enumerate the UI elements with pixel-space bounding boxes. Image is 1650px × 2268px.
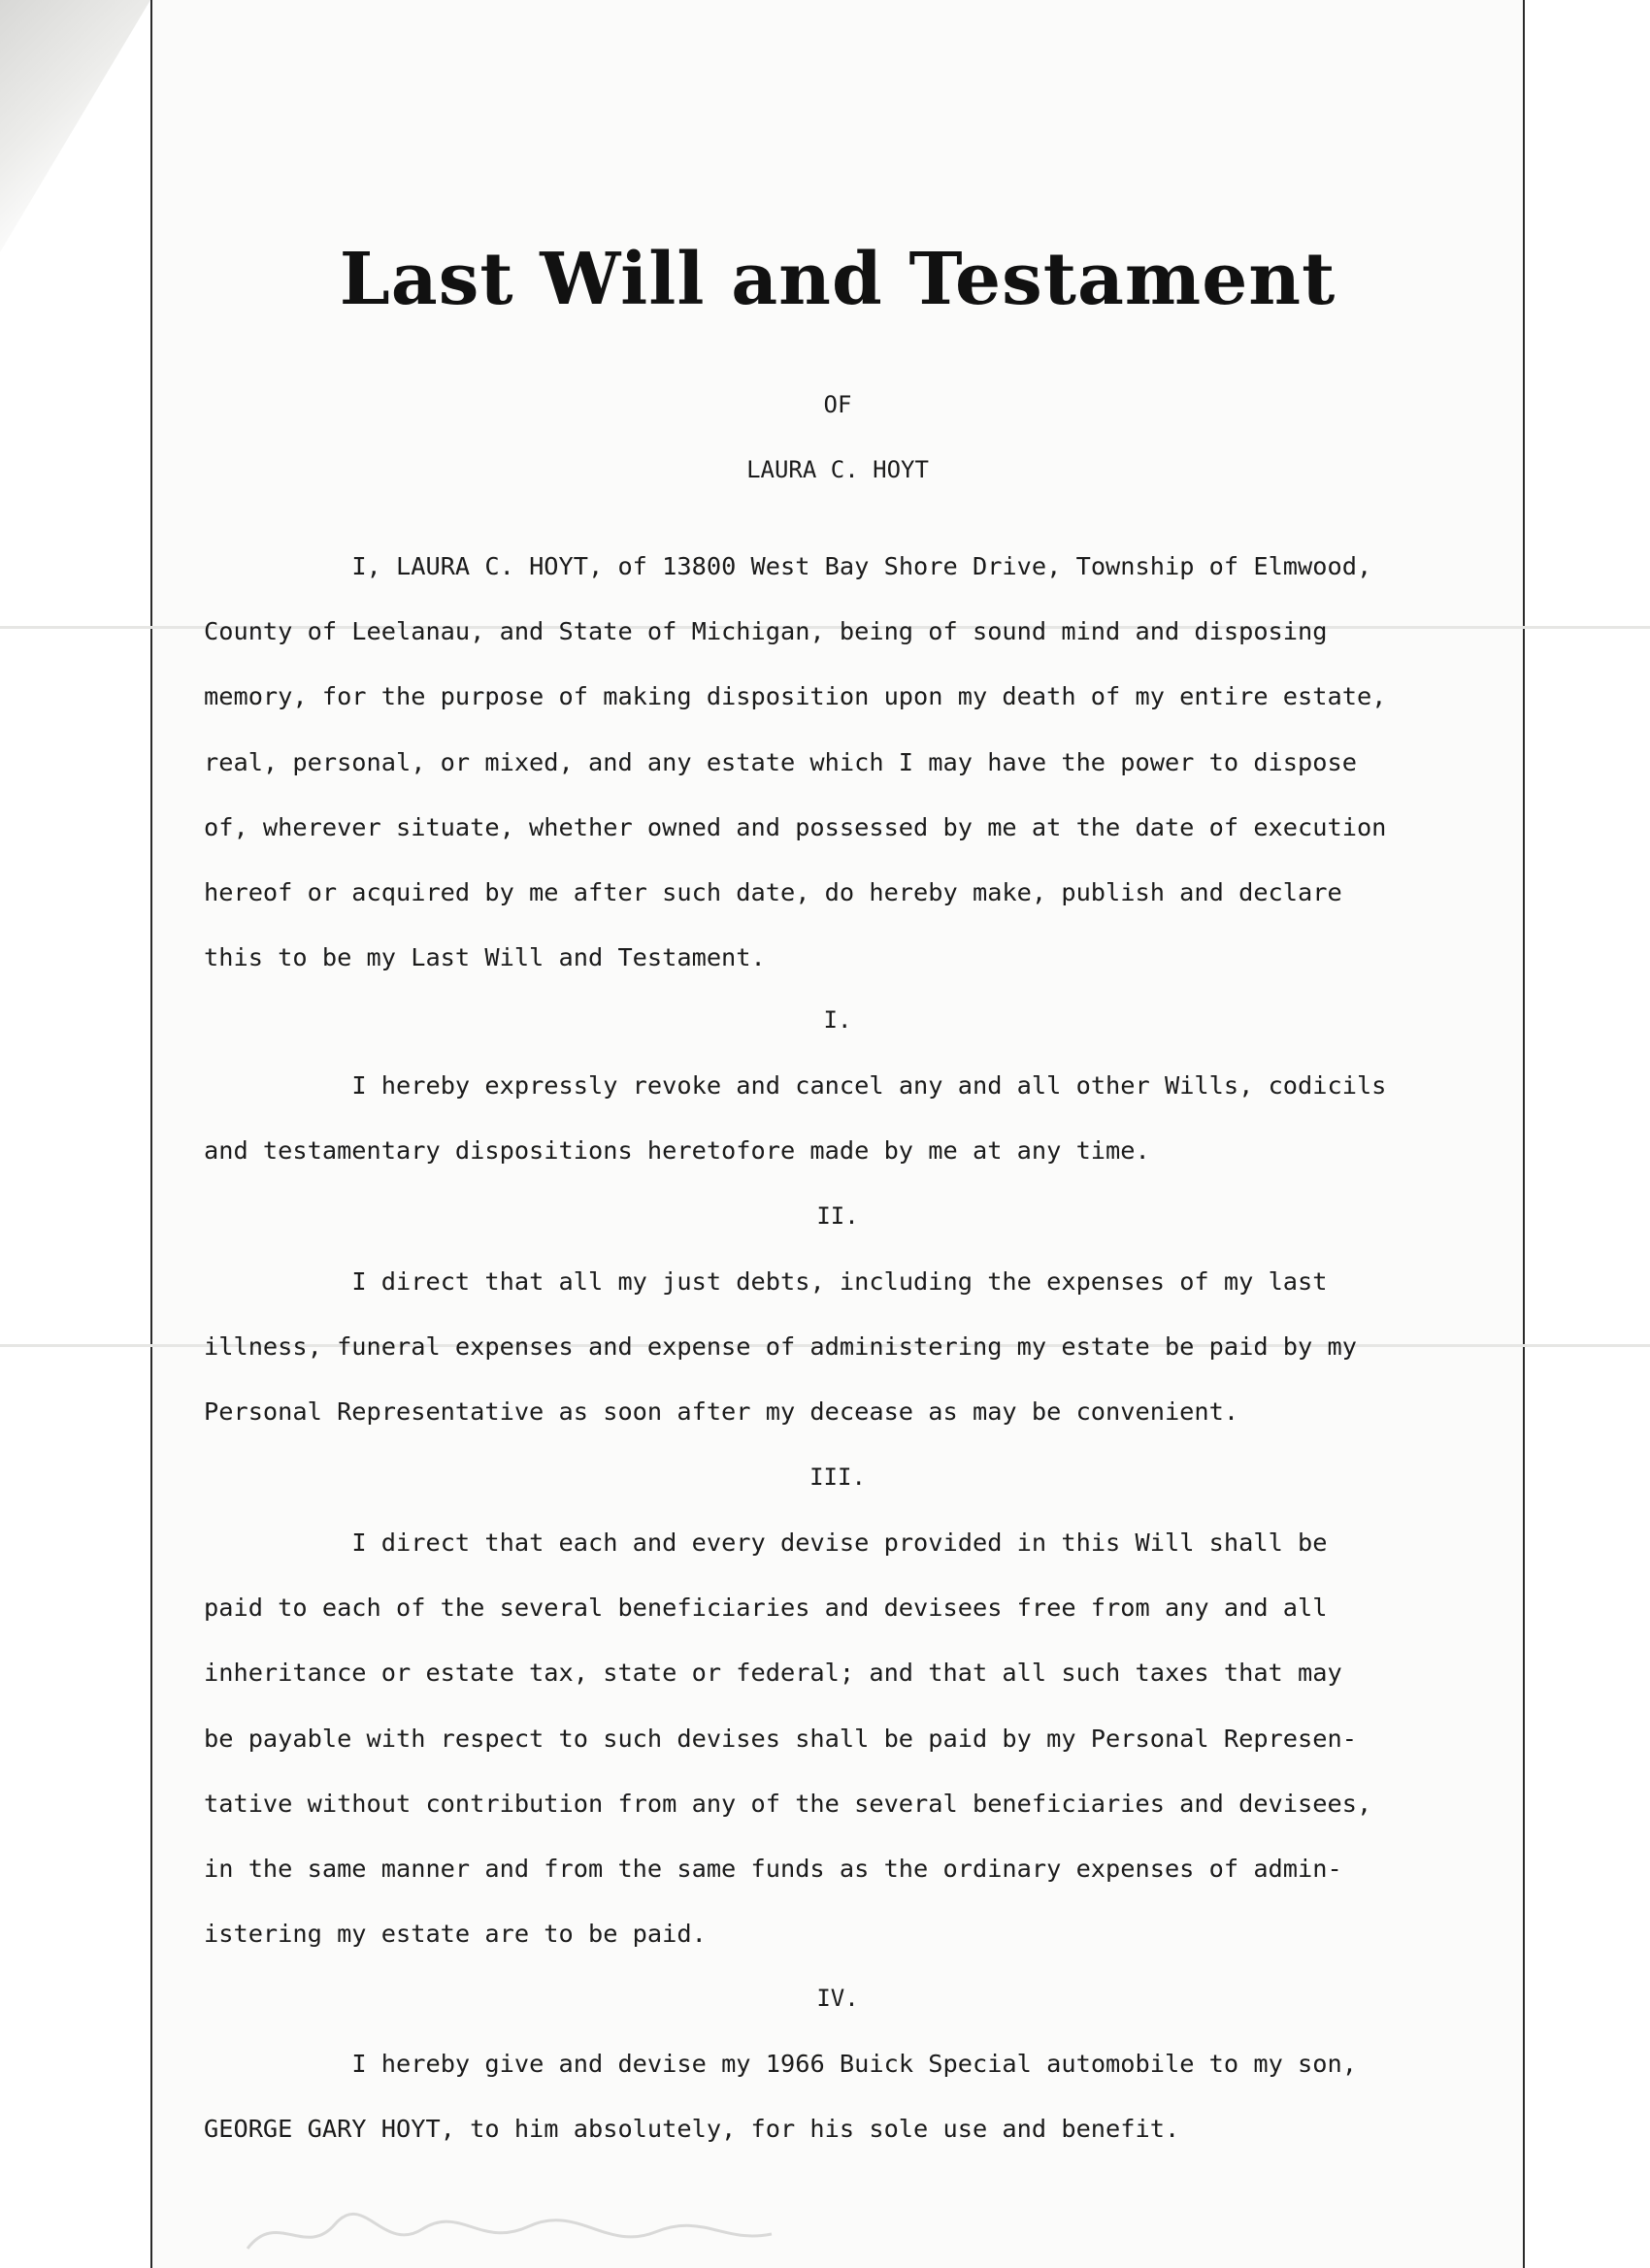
folded-corner [0,0,150,252]
article-paragraph: I hereby give and devise my 1966 Buick Special automobile to my son, GEORGE GARY HOYT, to him absolutely, for his sole use and benefit. [204,2050,1357,2144]
article-heading: IV. [816,1985,859,2012]
article-paragraph: I direct that each and every devise provided in this Will shall be paid to each of the several beneficiaries and devisees free from any and all inheritance or estate tax, state or federal; and that all such taxes that may be payable with respect to such devises shall be paid by my Personal Represen- tative without contribution from any of the several beneficiaries and devisees, in the same manner and from the same funds as the ordinary expenses of admin- istering my estate are to be paid. [204,1528,1372,1949]
article-paragraph: I hereby expressly revoke and cancel any and all other Wills, codicils and testamentary dispositions heretofore made by me at any time. [204,1071,1387,1166]
preamble-paragraph: I, LAURA C. HOYT, of 13800 West Bay Shore Drive, Township of Elmwood, County of Leelanau, and State of Michigan, being of sound mind and disposing memory, for the purpose of making disposition upon my death of my entire estate, real, personal, or mixed, and any estate which I may have the power to dispose of, wherever situate, whether owned and possessed by me at the date of execution hereof or acquired by me after such date, do hereby make, publish and declare this to be my Last Will and Testament. [204,552,1387,972]
article-heading: I. [823,1006,852,1034]
left-margin-rule [150,0,152,2268]
document-title: Last Will and Testament [339,238,1336,321]
article-heading: III. [809,1463,866,1491]
testator-name: LAURA C. HOYT [746,456,929,483]
article-paragraph: I direct that all my just debts, including the expenses of my last illness, funeral expenses and expense of administering my estate be paid by my Personal Representative as soon after my decease as may be convenient. [204,1267,1357,1427]
right-margin-rule [1523,0,1525,2268]
of-line: OF [823,391,852,418]
handwritten-signature-bleedthrough [238,2205,781,2263]
article-heading: II. [816,1202,859,1230]
